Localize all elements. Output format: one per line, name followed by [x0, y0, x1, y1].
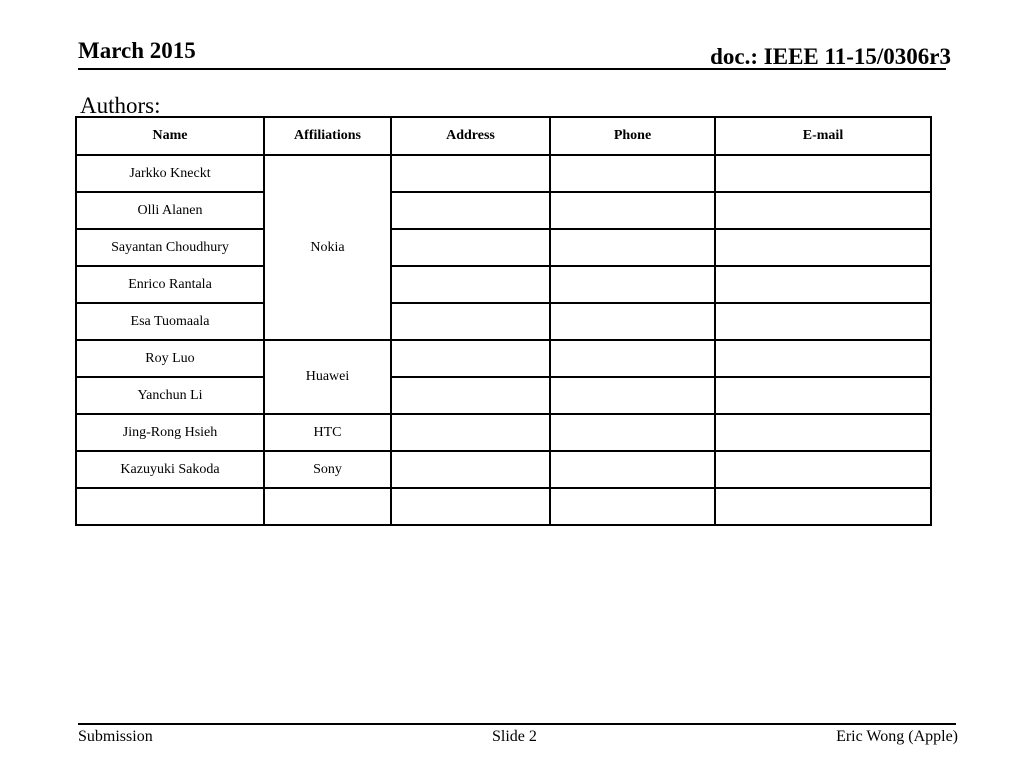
table-row: [76, 377, 931, 414]
author-name: Esa Tuomaala: [76, 303, 264, 340]
phone-cell: [550, 488, 715, 525]
phone-cell: [550, 451, 715, 488]
phone-cell: [550, 303, 715, 340]
phone-cell: [550, 229, 715, 266]
affiliation-cell: Nokia: [264, 155, 391, 340]
table-row: [76, 266, 931, 303]
column-header-name: Name: [76, 117, 264, 155]
email-cell: [715, 377, 931, 414]
table-row: [76, 229, 931, 266]
header-doc-id: doc.: IEEE 11-15/0306r3: [710, 44, 951, 69]
footer-submission: Submission: [78, 728, 153, 745]
footer-slide-number: Slide 2: [492, 728, 537, 745]
email-cell: [715, 192, 931, 229]
column-header-affiliations: Affiliations: [264, 117, 391, 155]
address-cell: [391, 488, 550, 525]
author-name: [76, 488, 264, 525]
table-header-row: [76, 117, 931, 155]
phone-cell: [550, 414, 715, 451]
column-header-phone: Phone: [550, 117, 715, 155]
address-cell: [391, 340, 550, 377]
column-header-address: Address: [391, 117, 550, 155]
affiliation-cell: HTC: [264, 414, 391, 451]
author-name: Olli Alanen: [76, 192, 264, 229]
footer-divider: [78, 723, 956, 725]
phone-cell: [550, 377, 715, 414]
address-cell: [391, 266, 550, 303]
authors-heading: Authors:: [80, 93, 161, 118]
table-row: [76, 488, 931, 525]
address-cell: [391, 229, 550, 266]
address-cell: [391, 414, 550, 451]
address-cell: [391, 303, 550, 340]
author-name: Jing-Rong Hsieh: [76, 414, 264, 451]
address-cell: [391, 192, 550, 229]
table-row: [76, 192, 931, 229]
address-cell: [391, 377, 550, 414]
table-row: [76, 414, 931, 451]
email-cell: [715, 303, 931, 340]
email-cell: [715, 155, 931, 192]
address-cell: [391, 451, 550, 488]
affiliation-cell: Sony: [264, 451, 391, 488]
phone-cell: [550, 340, 715, 377]
table-row: [76, 340, 931, 377]
header-divider: [78, 68, 946, 70]
email-cell: [715, 266, 931, 303]
address-cell: [391, 155, 550, 192]
author-name: Jarkko Kneckt: [76, 155, 264, 192]
affiliation-cell: Huawei: [264, 340, 391, 414]
column-header-email: E-mail: [715, 117, 931, 155]
author-name: Enrico Rantala: [76, 266, 264, 303]
author-name: Yanchun Li: [76, 377, 264, 414]
affiliation-cell: [264, 488, 391, 525]
table-row: [76, 155, 931, 192]
email-cell: [715, 488, 931, 525]
author-name: Roy Luo: [76, 340, 264, 377]
header-date: March 2015: [78, 38, 196, 63]
phone-cell: [550, 192, 715, 229]
table-row: [76, 451, 931, 488]
email-cell: [715, 414, 931, 451]
email-cell: [715, 229, 931, 266]
author-name: Kazuyuki Sakoda: [76, 451, 264, 488]
phone-cell: [550, 155, 715, 192]
email-cell: [715, 340, 931, 377]
footer-author: Eric Wong (Apple): [836, 728, 958, 745]
authors-table: [75, 116, 932, 526]
table-row: [76, 303, 931, 340]
email-cell: [715, 451, 931, 488]
phone-cell: [550, 266, 715, 303]
author-name: Sayantan Choudhury: [76, 229, 264, 266]
